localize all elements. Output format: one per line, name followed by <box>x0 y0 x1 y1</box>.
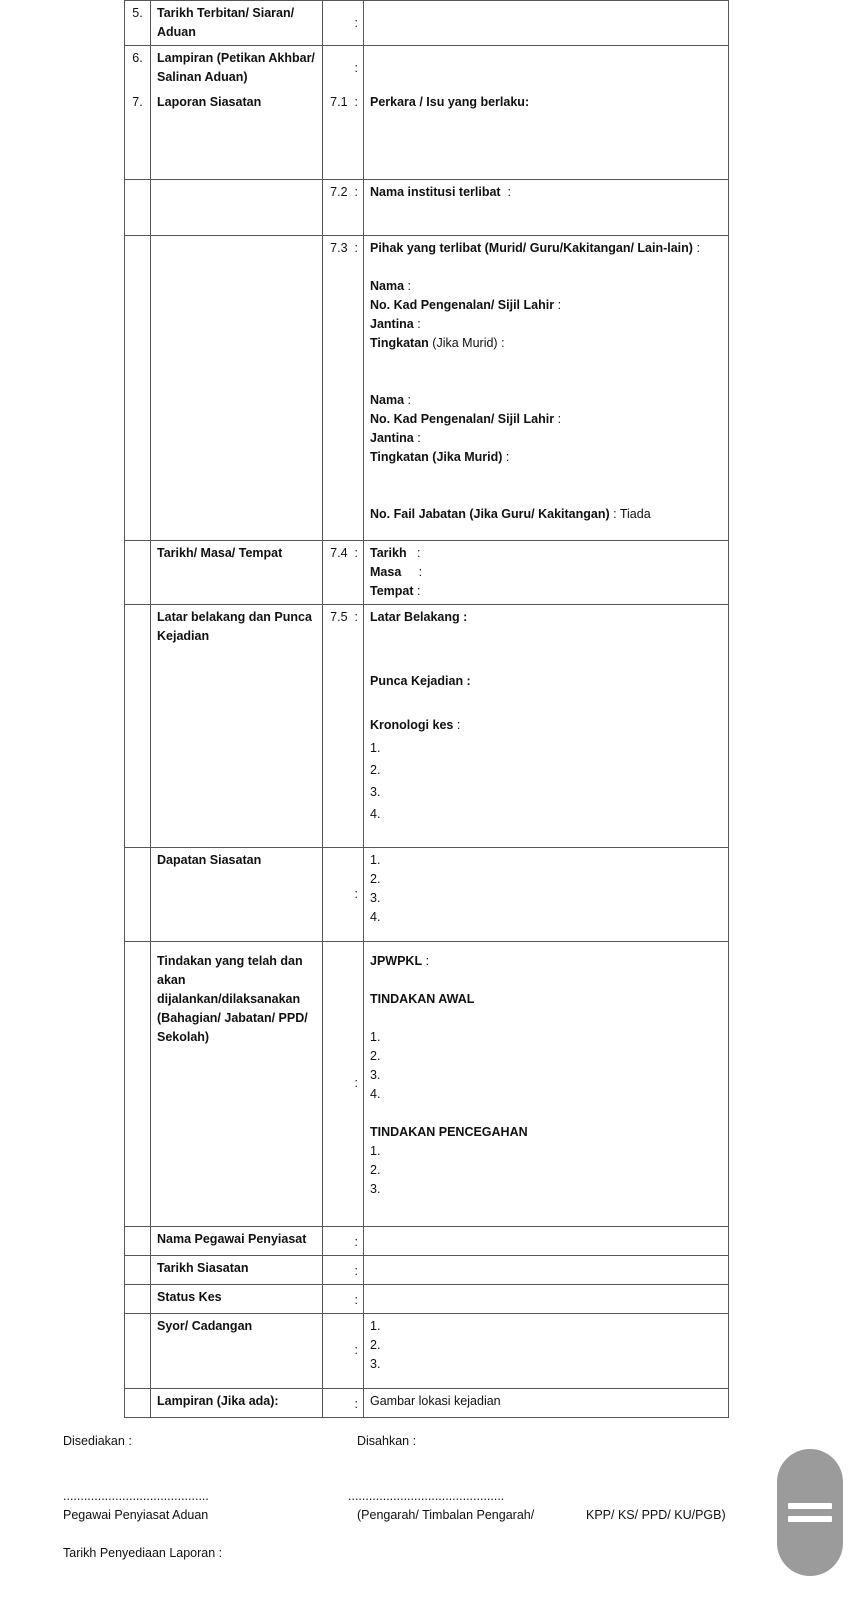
perkara-isu-title: Perkara / Isu yang berlaku: <box>364 90 729 179</box>
row-colon: : <box>323 847 364 941</box>
sub-colon: : <box>354 184 358 199</box>
nama-label: Nama <box>370 392 405 407</box>
jantina-label: Jantina <box>370 430 414 445</box>
handle-bar <box>788 1503 832 1509</box>
row-lampiran-petikan <box>125 46 729 91</box>
list-item: 2. <box>370 762 381 777</box>
row-colon: : <box>323 1313 364 1388</box>
title-colon: : <box>696 240 700 255</box>
pegawai-penyiasat-label: Pegawai Penyiasat Aduan <box>63 1508 209 1522</box>
menu-handle-icon[interactable] <box>777 1449 843 1576</box>
sub-colon: : <box>354 95 358 109</box>
row-nama-institusi <box>125 179 729 235</box>
nama-label: Nama <box>370 278 405 293</box>
row-latar-belakang: Latar belakang dan Punca Kejadian 7.5 : Latar Belakang : Punca Kejadian : Kronologi kes : 1. 2. 3. 4. <box>125 604 729 847</box>
disediakan-label: Disediakan : <box>63 1434 132 1448</box>
pihak-terlibat-cell: Pihak yang terlibat (Murid/ Guru/Kakitangan/ Lain-lain) : Nama : No. Kad Pengenalan/ Sijil Lahir : Jantina : Tingkatan (Jika Murid) : Nama : No. Kad Pengenalan/ Sijil Lahir : Jantina : Tingkatan (Jika Murid) : No. Fail Jabatan (Jika Guru/ Kakitangan) : Tiada <box>364 235 729 540</box>
row-status-kes <box>125 1284 729 1313</box>
row-tindakan: Tindakan yang telah dan akan dijalankan/dilaksanakan (Bahagian/ Jabatan/ PPD/ Sekolah) : JPWPKL : TINDAKAN AWAL 1. 2. 3. 4. TINDAKAN PENCEGAHAN 1. 2. 3. <box>125 941 729 1226</box>
sub-number: 7.5 <box>330 609 348 624</box>
list-item: 1. <box>370 1143 381 1158</box>
row-tarikh-terbitan <box>125 1 729 46</box>
list-item: 4. <box>370 1086 381 1101</box>
row-label: Tarikh Terbitan/ Siaran/ Aduan <box>151 1 323 46</box>
pihak-terlibat-title: Pihak yang terlibat (Murid/ Guru/Kakitangan/ Lain-lain) <box>370 240 693 255</box>
row-value-empty <box>364 46 729 91</box>
kronologi-label: Kronologi kes <box>370 717 454 732</box>
disahkan-label: Disahkan : <box>357 1434 417 1448</box>
row-label: Tindakan yang telah dan akan dijalankan/dilaksanakan (Bahagian/ Jabatan/ PPD/ Sekolah) <box>151 941 323 1226</box>
row-label: Lampiran (Petikan Akhbar/ Salinan Aduan) <box>151 46 323 91</box>
list-item: 3. <box>370 890 381 905</box>
sub-colon: : <box>354 609 358 624</box>
handle-bar <box>788 1516 832 1522</box>
row-colon: : <box>323 1 364 46</box>
tindakan-awal-label: TINDAKAN AWAL <box>370 991 475 1006</box>
sub-colon: : <box>354 545 358 560</box>
row-colon: : <box>323 941 364 1226</box>
kad-pengenalan-label: No. Kad Pengenalan/ Sijil Lahir <box>370 411 555 426</box>
row-colon: : <box>323 1226 364 1255</box>
tindakan-pencegahan-label: TINDAKAN PENCEGAHAN <box>370 1124 528 1139</box>
row-nama-pegawai <box>125 1226 729 1255</box>
list-item: 2. <box>370 1048 381 1063</box>
row-tarikh-siasatan <box>125 1255 729 1284</box>
list-item: 2. <box>370 1162 381 1177</box>
row-pihak-terlibat <box>125 235 729 540</box>
row-label: Dapatan Siasatan <box>151 847 323 941</box>
row-label: Tarikh Siasatan <box>151 1255 323 1284</box>
list-item: 2. <box>370 871 381 886</box>
kad-pengenalan-label: No. Kad Pengenalan/ Sijil Lahir <box>370 297 555 312</box>
latar-belakang-label: Latar Belakang : <box>370 609 468 624</box>
row-colon: : <box>323 1388 364 1417</box>
row-label: Syor/ Cadangan <box>151 1313 323 1388</box>
sub-number: 7.4 <box>330 545 348 560</box>
list-item: 1. <box>370 1318 381 1333</box>
row-colon: : <box>323 1255 364 1284</box>
list-item: 1. <box>370 852 381 867</box>
row-number: 7. <box>125 90 151 179</box>
row-number: 6. <box>125 46 151 91</box>
tarikh-penyediaan-label: Tarikh Penyediaan Laporan : <box>63 1546 223 1560</box>
jpwpkl-label: JPWPKL <box>370 953 423 968</box>
list-item: 1. <box>370 740 381 755</box>
row-lampiran <box>125 1388 729 1417</box>
tingkatan-note: (Jika Murid) <box>432 335 498 350</box>
row-laporan-siasatan <box>125 90 729 179</box>
row-label: Latar belakang dan Punca Kejadian <box>151 604 323 847</box>
sub-number: 7.1 <box>330 95 348 109</box>
row-label: Laporan Siasatan <box>151 90 323 179</box>
signature-line-left: .......................................... <box>63 1489 209 1503</box>
list-item: 4. <box>370 909 381 924</box>
masa-label: Masa <box>370 564 402 579</box>
punca-kejadian-label: Punca Kejadian : <box>370 673 471 688</box>
signature-line-right: ............................................. <box>348 1489 505 1503</box>
no-fail-jabatan-value: : Tiada <box>613 506 651 521</box>
list-item: 1. <box>370 1029 381 1044</box>
no-fail-jabatan-label: No. Fail Jabatan (Jika Guru/ Kakitangan) <box>370 506 610 521</box>
tingkatan-label: Tingkatan (Jika Murid) <box>370 449 503 464</box>
row-colon: : <box>323 1284 364 1313</box>
sub-number: 7.3 <box>330 240 348 255</box>
investigation-report-table <box>124 0 729 1418</box>
kpp-label: KPP/ KS/ PPD/ KU/PGB) <box>586 1508 726 1522</box>
title-colon: : <box>507 184 512 199</box>
nama-institusi-title: Nama institusi terlibat <box>370 184 501 199</box>
list-item: 4. <box>370 806 381 821</box>
sub-number: 7.2 <box>330 184 348 199</box>
list-item: 3. <box>370 1181 381 1196</box>
row-value-empty <box>364 1 729 46</box>
row-label: Tarikh/ Masa/ Tempat <box>151 540 323 604</box>
list-item: 3. <box>370 1356 381 1371</box>
row-number: 5. <box>125 1 151 46</box>
list-item: 2. <box>370 1337 381 1352</box>
row-tarikh-masa-tempat: Tarikh/ Masa/ Tempat 7.4 : Tarikh : Masa : Tempat : <box>125 540 729 604</box>
tarikh-label: Tarikh <box>370 545 407 560</box>
lampiran-value: Gambar lokasi kejadian <box>364 1388 729 1417</box>
row-label: Lampiran (Jika ada): <box>151 1388 323 1417</box>
row-label: Nama Pegawai Penyiasat <box>151 1226 323 1255</box>
jantina-label: Jantina <box>370 316 414 331</box>
row-label: Status Kes <box>151 1284 323 1313</box>
list-item: 3. <box>370 784 381 799</box>
row-dapatan-siasatan <box>125 847 729 941</box>
sub-colon: : <box>354 240 358 255</box>
pengarah-label: (Pengarah/ Timbalan Pengarah/ <box>357 1508 535 1522</box>
tempat-label: Tempat <box>370 583 414 598</box>
list-item: 3. <box>370 1067 381 1082</box>
row-colon: : <box>323 46 364 91</box>
tingkatan-label: Tingkatan <box>370 335 429 350</box>
row-syor-cadangan <box>125 1313 729 1388</box>
